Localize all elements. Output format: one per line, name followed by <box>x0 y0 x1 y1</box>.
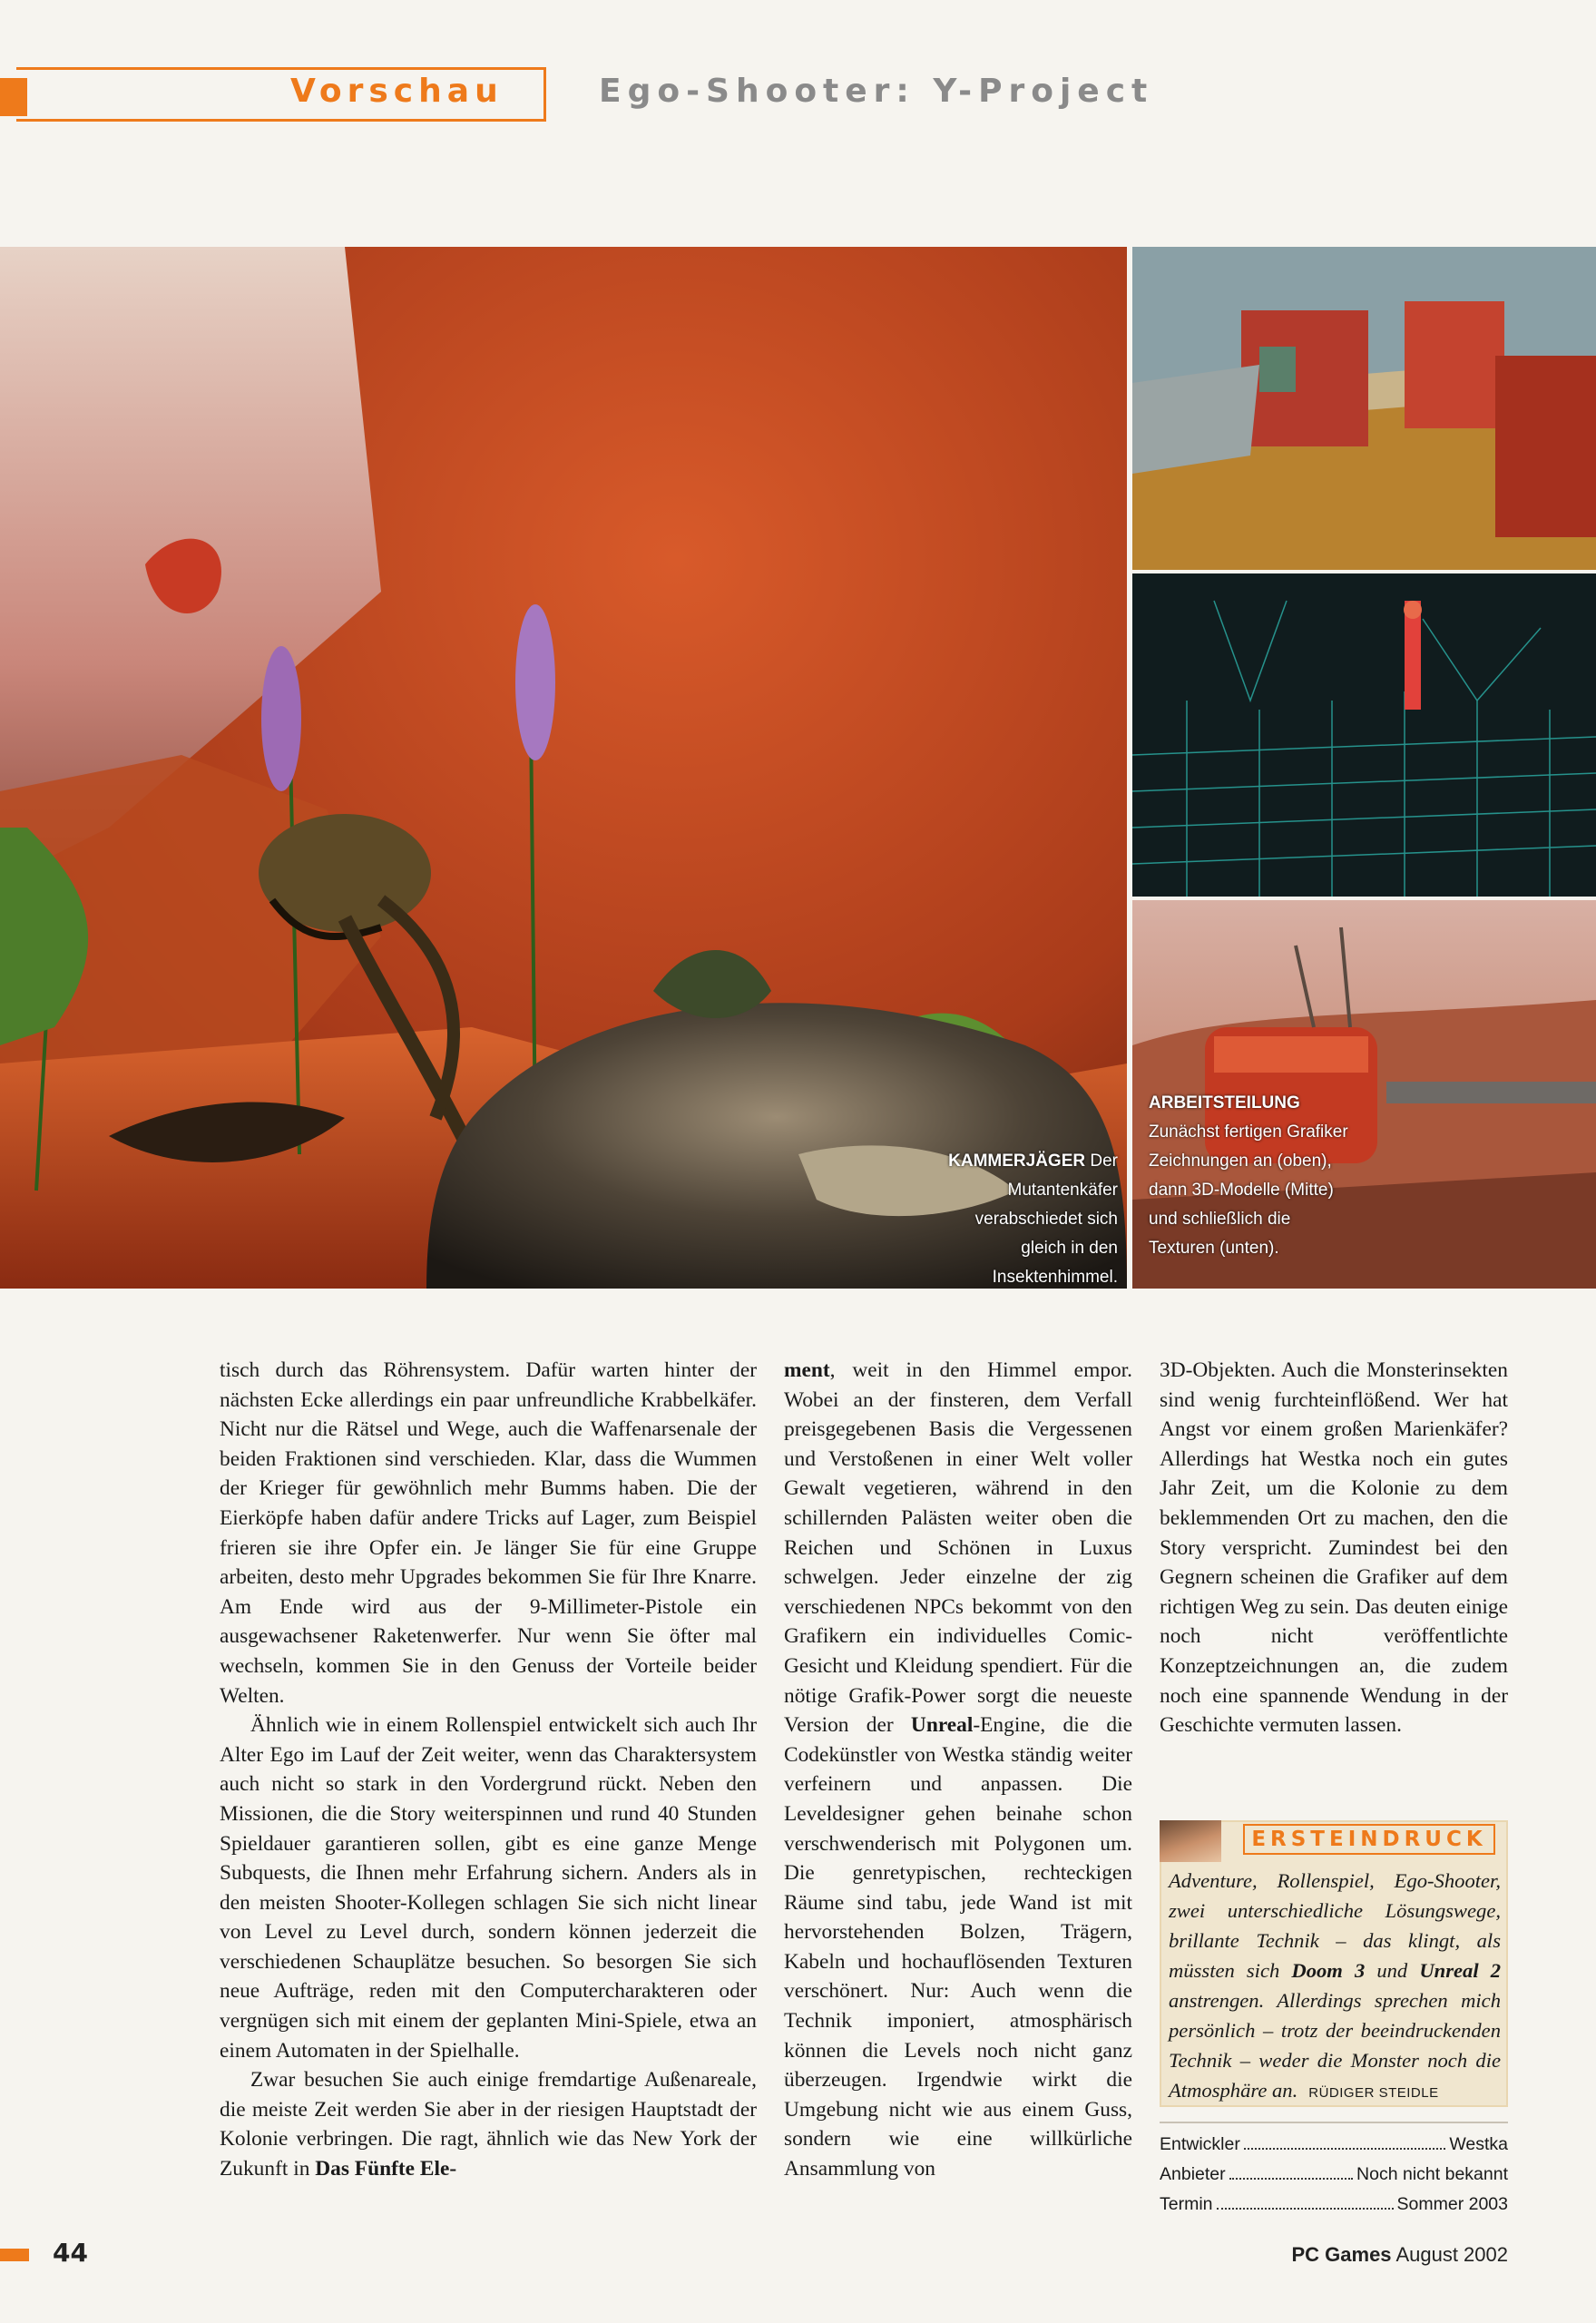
body-column-3 <box>1160 1356 1508 1740</box>
verdict-text-part: und <box>1365 1959 1420 1982</box>
caption-label: KAMMERJÄGER <box>948 1152 1086 1171</box>
paragraph-text: , weit in den Himmel empor. Wobei an der finsteren, dem Verfall preisgegebenen Basis die Vergessenen und Verstoßenen in einer Welt voller Gewalt vegetieren, während in den schillernden Palästen weiter oben die Reichen und Schönen in Luxus schwelgen. Jeder einzelne der zig verschiedenen NPCs bekommt von den Grafikern ein individuelles Comic-Gesicht und Kleidung spendiert. Für die nötige Grafik-Power sorgt die neueste Version der <box>784 1358 1132 1738</box>
info-row-release <box>1160 2194 1508 2215</box>
body-column-2 <box>784 1356 1132 2184</box>
info-row-publisher <box>1160 2164 1508 2185</box>
paragraph-text: Zwar besuchen Sie auch einige fremdartige Außenareale, die meiste Zeit werden Sie aber in der riesigen Hauptstadt der Kolonie verbringen. Die ragt, ähnlich wie das New York der Zukunft in <box>220 2068 757 2181</box>
page-number: 44 <box>53 2238 88 2268</box>
info-value: Sommer 2003 <box>1396 2194 1508 2214</box>
paragraph: tisch durch das Röhrensystem. Dafür warten hinter der nächsten Ecke allerdings ein paar unfreundliche Krabbelkäfer. Nicht nur die Rätsel und Wege, auch die Waffenarsenale der beiden Fraktionen sind verschieden. Klar, dass die Wummen der Krieger für gewöhnlich mehr Bumms haben. Die der Eierköpfe haben dafür andere Tricks auf Lager, zum Beispiel frieren sie ihre Opfer ein. Je länger Sie für eine Gruppe arbeiten, desto mehr Upgrades bekommen Sie für Ihre Knarre. Am Ende wird aus der 9-Millimeter-Pistole ein ausgewachsener Raketenwerfer. Nur wenn Sie öfter mal wechseln, kommen Sie in den Genuss der Vorteile beider Welten. <box>220 1358 757 1708</box>
engine-name: Unreal <box>910 1713 974 1738</box>
film-title: Das Fünfte Ele- <box>315 2157 457 2181</box>
body-column-1 <box>220 1356 757 2184</box>
paragraph: Ähnlich wie in einem Rollenspiel entwickelt sich auch Ihr Alter Ego im Lauf der Zeit weiter, wenn das Charaktersystem auch nicht so stark in den Vordergrund rückt. Neben den Missionen, die die Story weiterspinnen und rund 40 Stunden Spieldauer garantieren sollen, gibt es eine ganze Menge Subquests, die Ihnen mehr Erfahrung sichern. Anders als in den meisten Shooter-Kollegen schlagen Sie sich nicht linear von Level zu Level durch, sondern können jederzeit die verschiedenen Schauplätze besuchen. So besorgen Sie sich neue Aufträge, reden mit den Computercharakteren oder vergnügen sich mit einem der geplanten Mini-Spiele, etwa an einem Automaten in der Spielhalle. <box>220 1713 757 2063</box>
info-label: Termin <box>1160 2194 1213 2214</box>
main-screenshot <box>0 247 1127 1289</box>
leader-dots <box>1217 2194 1394 2210</box>
info-label: Anbieter <box>1160 2164 1226 2184</box>
section-label: Vorschau <box>290 73 504 110</box>
paragraph-text: -Engine, die die Codekünstler von Westka ständig weiter verfeinern und anpassen. Die Leveldesigner gehen beinahe schon verschwenderisch mit Polygonen um. Die genretypischen, rechteckigen Räume sind tabu, jede Wand ist mit hervorstehenden Bolzen, Trägern, Kabeln und hochauflösenden Texturen verschönert. Nur: Auch wenn die Technik imponiert, atmosphärisch können die Levels noch nicht ganz überzeugen. Irgendwie wirkt die Umgebung nicht wie aus einem Guss, sondern wie eine willkürliche Ansammlung von <box>784 1713 1132 2181</box>
footer-accent-bar <box>0 2249 29 2261</box>
side-images-caption <box>1149 1089 1348 1263</box>
leader-dots <box>1244 2134 1445 2150</box>
leader-dots <box>1229 2164 1353 2180</box>
caption-text: Der Mutantenkäfer verabschiedet sich gleich in den Insektenhimmel. <box>974 1152 1118 1287</box>
magazine-name: PC Games <box>1291 2243 1392 2266</box>
wireframe-model-image <box>1132 573 1596 897</box>
info-value: Noch nicht bekannt <box>1356 2164 1508 2184</box>
main-image-caption <box>925 1147 1118 1292</box>
game-title: Doom 3 <box>1291 1959 1366 1982</box>
caption-label: ARBEITSTEILUNG <box>1149 1093 1300 1112</box>
verdict-text-part: anstrengen. Allerdings sprechen mich persönlich – trotz der beeindruckenden Technik – weder die Monster noch die Atmosphäre an. <box>1169 1989 1501 2102</box>
film-title-end: ment <box>784 1358 830 1382</box>
concept-drawing-image <box>1132 247 1596 570</box>
first-impression-text <box>1169 1866 1501 2108</box>
issue-date: August 2002 <box>1395 2243 1508 2266</box>
verdict-text-part: Adventure, Rollenspiel, Ego-Shooter, zwei unterschiedliche Lösungswege, brillante Technik – das klingt, als müssten sich <box>1169 1869 1501 1982</box>
author-name: RÜDIGER STEIDLE <box>1308 2085 1439 2101</box>
paragraph <box>220 2065 757 2183</box>
caption-text: Zunächst fertigen Grafiker Zeichnungen an (oben), dann 3D-Modelle (Mitte) und schließlich die Texturen (unten). <box>1149 1122 1348 1258</box>
first-impression-title: ERSTEINDRUCK <box>1243 1824 1495 1855</box>
info-row-developer <box>1160 2134 1508 2155</box>
header-accent-bar <box>0 78 27 116</box>
info-value: Westka <box>1449 2134 1508 2154</box>
game-title: Unreal 2 <box>1419 1959 1501 1982</box>
author-photo <box>1160 1820 1221 1862</box>
article-title: Ego-Shooter: Y-Project <box>599 73 1154 110</box>
info-label: Entwickler <box>1160 2134 1240 2154</box>
paragraph: 3D-Objekten. Auch die Monsterinsekten sind wenig furchteinflößend. Wer hat Angst vor einem großen Marienkäfer? Allerdings hat Westka noch ein gutes Jahr Zeit, um die Kolonie zu dem beklemmenden Ort zu machen, den die Story verspricht. Zumindest bei den Gegnern scheinen die Grafiker auf dem richtigen Weg zu sein. Das deuten einige noch nicht veröffentlichte Konzeptzeichnungen an, die zudem noch eine spannende Wendung in der Geschichte vermuten lassen. <box>1160 1358 1508 1738</box>
info-divider <box>1160 2122 1508 2123</box>
paragraph <box>784 1356 1132 2184</box>
magazine-footer <box>1291 2243 1508 2267</box>
